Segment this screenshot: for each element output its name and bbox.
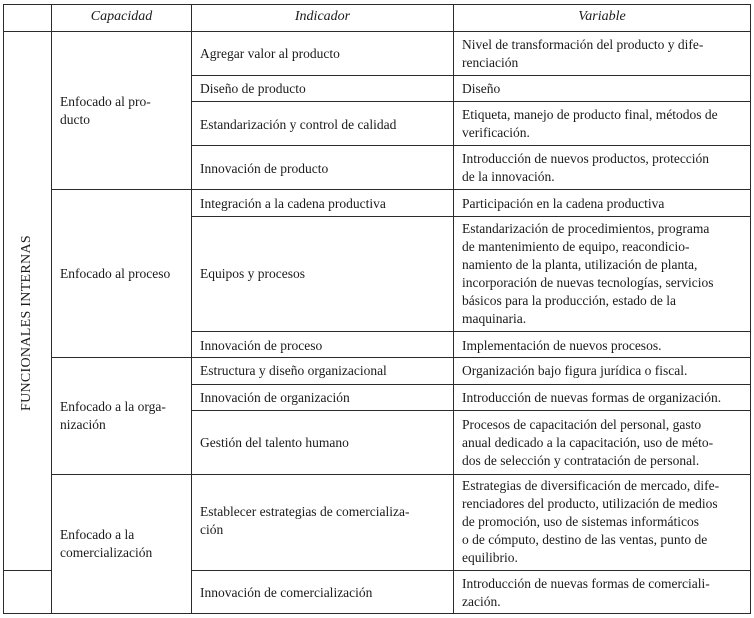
indicator-cell: Establecer estrategias de comercializa- ción [200, 504, 410, 537]
row-divider [191, 570, 751, 571]
column-divider [191, 4, 192, 614]
header-variable: Variable [578, 9, 626, 24]
indicator-cell: Diseño de producto [200, 81, 306, 96]
indicator-cell: Estandarización y control de calidad [200, 117, 397, 132]
capacity-label: Enfocado a la comercialización [60, 527, 153, 560]
variable-cell: Estrategias de diversificación de mercado, dife- renciadores del producto, utilización de medios de promoción, uso de sistemas informáticos o de cómputo, destino de las ventas, punto de equilibrio. [462, 478, 720, 565]
indicator-cell: Agregar valor al producto [200, 46, 340, 61]
variable-cell: Organización bajo figura jurídica o fiscal. [462, 363, 688, 378]
table-border-right [750, 4, 751, 614]
row-divider [191, 189, 751, 190]
header-divider [3, 31, 751, 32]
capacity-label: Enfocado al proceso [60, 266, 171, 281]
variable-cell: Diseño [462, 81, 501, 96]
side-label-funcionales-internas: FUNCIONALES INTERNAS [19, 235, 34, 411]
row-divider [191, 410, 751, 411]
table-border-top [3, 4, 751, 5]
header-indicador: Indicador [294, 9, 351, 24]
variable-cell: Introducción de nuevos productos, protección de la innovación. [462, 151, 710, 184]
indicator-cell: Innovación de producto [200, 161, 329, 176]
header-capacidad: Capacidad [90, 9, 153, 24]
variable-cell: Participación en la cadena productiva [462, 196, 665, 211]
variable-cell: Nivel de transformación del producto y dife- renciación [462, 37, 704, 70]
variable-cell: Procesos de capacitación del personal, gasto anual dedicado a la capacitación, uso de méto- dos de selección y contratación de personal. [462, 417, 714, 468]
indicator-cell: Estructura y diseño organizacional [200, 363, 387, 378]
column-divider [51, 4, 52, 614]
row-divider [191, 75, 751, 76]
capacity-label: Enfocado al pro- ducto [60, 94, 151, 127]
table-border-bottom [3, 613, 751, 614]
indicator-cell: Equipos y procesos [200, 266, 305, 281]
group-divider [51, 189, 192, 190]
indicator-cell: Integración a la cadena productiva [200, 196, 386, 211]
row-divider [191, 331, 751, 332]
variable-cell: Etiqueta, manejo de producto final, métodos de verificación. [462, 107, 718, 140]
row-divider [191, 357, 751, 358]
group-divider [51, 357, 192, 358]
indicator-cell: Innovación de organización [200, 390, 350, 405]
row-divider [191, 216, 751, 217]
variable-cell: Introducción de nuevas formas de comerciali- zación. [462, 576, 710, 609]
capacity-label: Enfocado a la orga- nización [60, 399, 166, 432]
indicator-cell: Gestión del talento humano [200, 435, 349, 450]
side-cell-divider [3, 570, 52, 571]
indicator-cell: Innovación de proceso [200, 338, 323, 353]
variable-cell: Estandarización de procedimientos, programa de mantenimiento de equipo, reacondicio- namiento de la planta, utilización de planta, incorporación de nuevas tecnologías, servicios básicos para la producción, estado de la maquinaria. [462, 221, 714, 326]
variable-cell: Introducción de nuevas formas de organización. [462, 390, 722, 405]
group-divider [51, 474, 192, 475]
indicator-cell: Innovación de comercialización [200, 585, 373, 600]
table-border-left [3, 4, 4, 614]
row-divider [191, 145, 751, 146]
row-divider [191, 384, 751, 385]
row-divider [191, 101, 751, 102]
column-divider [453, 4, 454, 614]
variable-cell: Implementación de nuevos procesos. [462, 338, 662, 353]
row-divider [191, 474, 751, 475]
